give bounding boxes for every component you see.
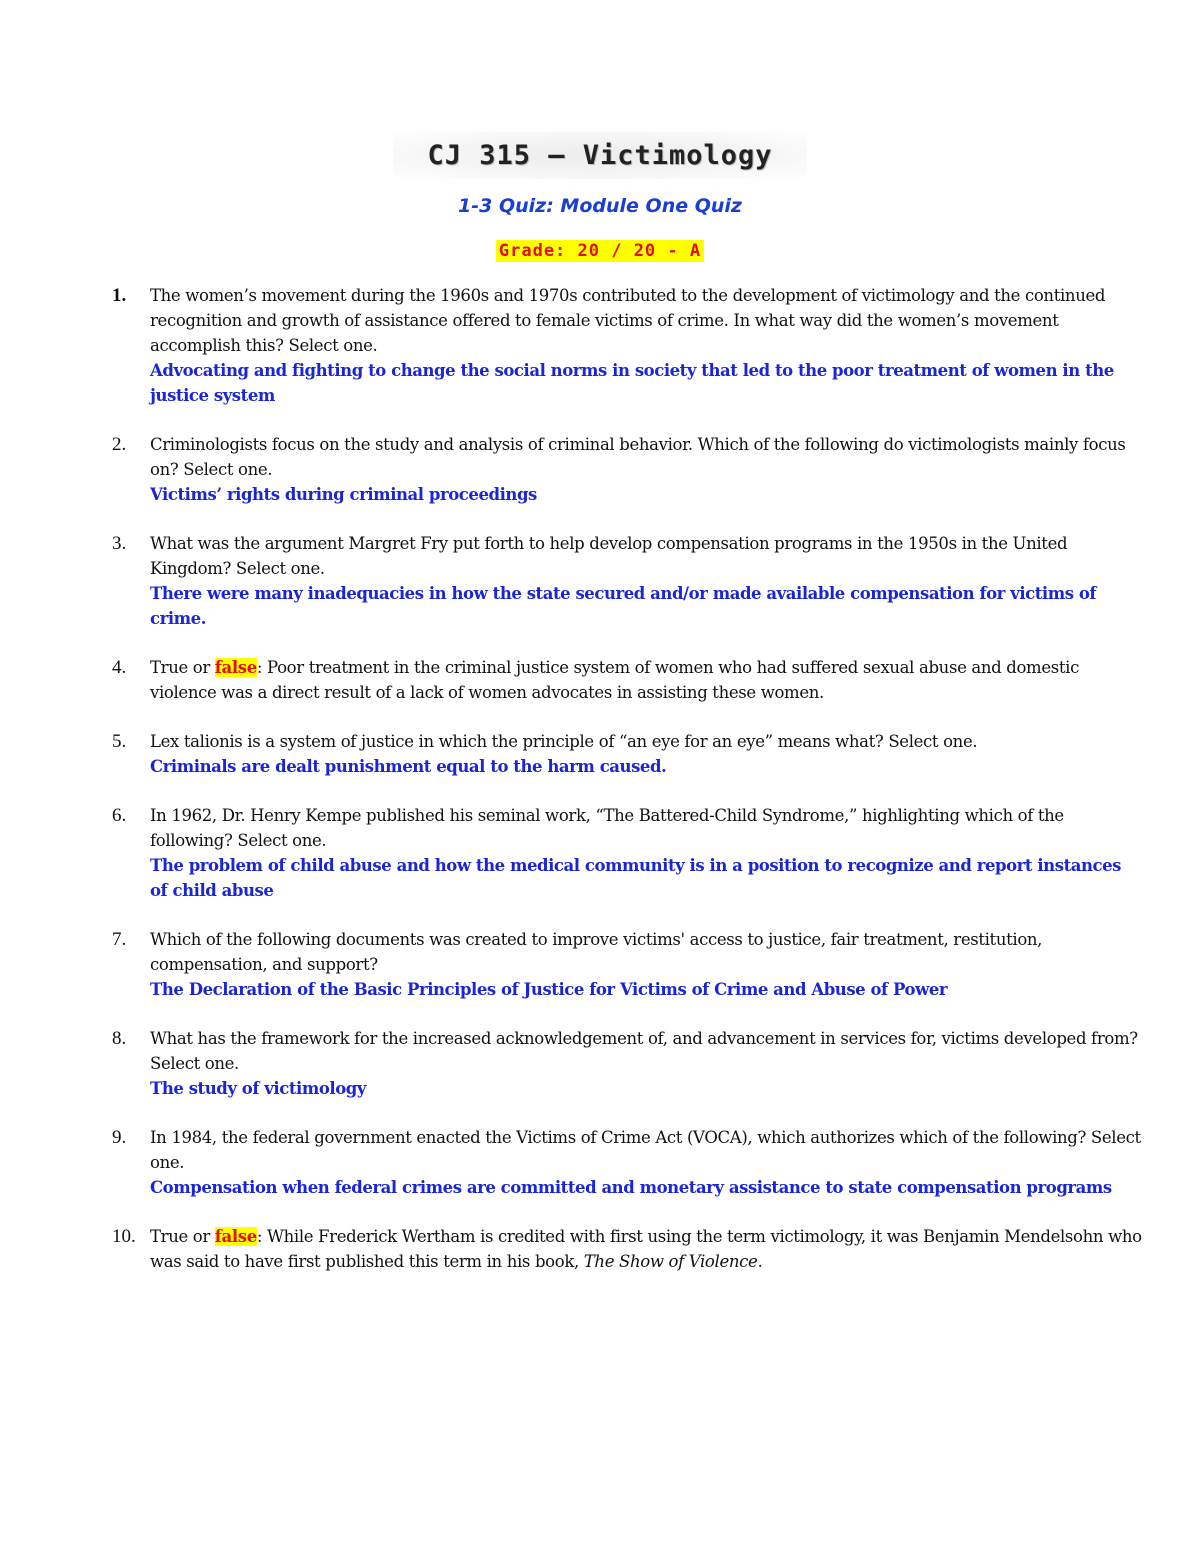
question-text: Which of the following documents was created to improve victims' access to justice, fair treatment, restitution, compensation, and support? [150, 930, 1043, 974]
statement-text: : Poor treatment in the criminal justice system of women who had suffered sexual abuse and domestic violence was a direct result of a lack of women advocates in assisting these women. [150, 658, 1079, 702]
question-5 [112, 729, 1142, 779]
question-number: 6. [112, 805, 127, 826]
answer-text: The study of victimology [150, 1079, 366, 1098]
grade-block [0, 240, 1200, 262]
question-text [150, 655, 1142, 705]
quiz-subtitle: 1-3 Quiz: Module One Quiz [458, 195, 742, 217]
question-4 [112, 655, 1142, 705]
question-number: 8. [112, 1028, 127, 1049]
highlighted-answer: false [214, 658, 257, 677]
title-block [0, 132, 1200, 179]
statement-text: : While Frederick Wertham is credited with first using the term victimology, it was Benjamin Mendelsohn who was said to have first published this term in his book, [150, 1227, 1142, 1271]
question-text: Lex talionis is a system of justice in which the principle of “an eye for an eye” means what? Select one. [150, 732, 978, 751]
question-list [112, 283, 1142, 1298]
question-number: 1. [112, 285, 127, 306]
course-title: CJ 315 – Victimology [393, 132, 806, 179]
answer-text: Advocating and fighting to change the social norms in society that led to the poor treatment of women in the justice system [150, 361, 1114, 405]
answer-text: The problem of child abuse and how the medical community is in a position to recognize and report instances of child abuse [150, 856, 1122, 900]
statement-suffix: . [757, 1252, 763, 1271]
question-number: 10. [112, 1226, 136, 1247]
answer-text: Criminals are dealt punishment equal to the harm caused. [150, 757, 667, 776]
question-number: 3. [112, 533, 127, 554]
question-number: 9. [112, 1127, 127, 1148]
highlighted-answer: false [214, 1227, 257, 1246]
answer-text: There were many inadequacies in how the state secured and/or made available compensation for victims of crime. [150, 584, 1097, 628]
question-3 [112, 531, 1142, 631]
question-number: 2. [112, 434, 127, 455]
question-1 [112, 283, 1142, 408]
question-text [150, 1224, 1142, 1274]
question-10 [112, 1224, 1142, 1274]
question-number: 4. [112, 657, 127, 678]
answer-text: Compensation when federal crimes are committed and monetary assistance to state compensation programs [150, 1178, 1112, 1197]
question-number: 5. [112, 731, 127, 752]
question-text: What has the framework for the increased acknowledgement of, and advancement in services for, victims developed from? Select one. [150, 1029, 1138, 1073]
grade-badge: Grade: 20 / 20 - A [496, 240, 704, 262]
question-number: 7. [112, 929, 127, 950]
answer-text: Victims’ rights during criminal proceedings [150, 485, 537, 504]
question-9 [112, 1125, 1142, 1200]
question-text: In 1962, Dr. Henry Kempe published his seminal work, “The Battered-Child Syndrome,” highlighting which of the following? Select one. [150, 806, 1064, 850]
question-text: The women’s movement during the 1960s and 1970s contributed to the development of victimology and the continued recognition and growth of assistance offered to female victims of crime. In what way did the women’s movement accomplish this? Select one. [150, 286, 1106, 355]
question-6 [112, 803, 1142, 903]
answer-text: The Declaration of the Basic Principles of Justice for Victims of Crime and Abuse of Power [150, 980, 948, 999]
question-text: Criminologists focus on the study and analysis of criminal behavior. Which of the following do victimologists mainly focus on? Select one. [150, 435, 1126, 479]
question-7 [112, 927, 1142, 1002]
true-false-prefix: True or [150, 1227, 215, 1246]
book-title: The Show of Violence [583, 1252, 758, 1271]
question-text: What was the argument Margret Fry put forth to help develop compensation programs in the 1950s in the United Kingdom? Select one. [150, 534, 1068, 578]
true-false-prefix: True or [150, 658, 215, 677]
question-text: In 1984, the federal government enacted the Victims of Crime Act (VOCA), which authorizes which of the following? Select one. [150, 1128, 1141, 1172]
question-2 [112, 432, 1142, 507]
question-8 [112, 1026, 1142, 1101]
